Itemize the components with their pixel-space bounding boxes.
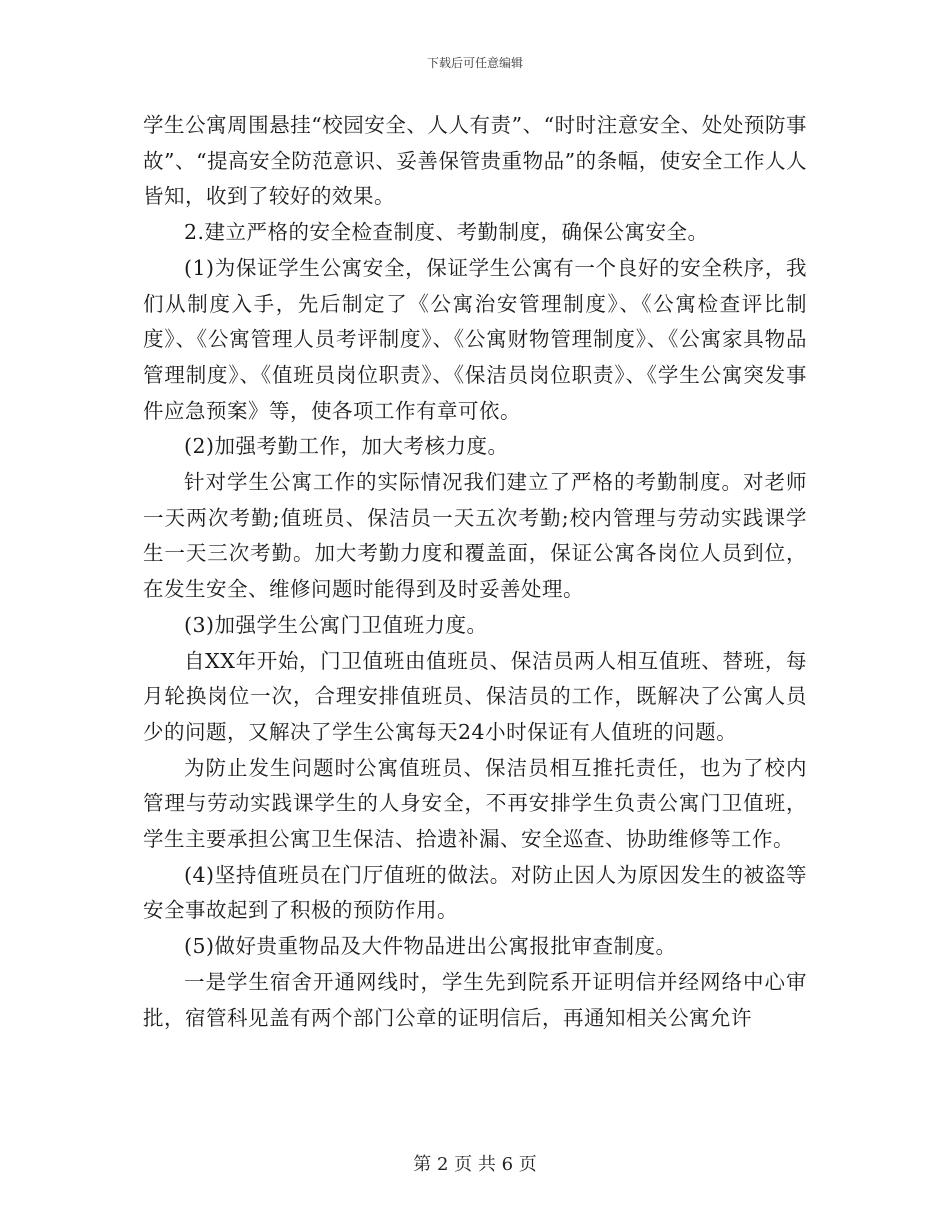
section-heading: 2.建立严格的安全检查制度、考勤制度，确保公寓安全。 <box>184 220 709 245</box>
paragraph: (4)坚持值班员在门厅值班的做法。对防止因人为原因发生的被盗等安全事故起到了积极的预防作用。 <box>143 862 807 923</box>
page-number: 第 2 页 共 6 页 <box>413 1154 537 1175</box>
paragraph: (1)为保证学生公寓安全，保证学生公寓有一个良好的安全秩序，我们从制度入手，先后制定了《公寓治安管理制度》、《公寓检查评比制度》、《公寓管理人员考评制度》、《公寓财物管理制度》、《公寓家具物品管理制度》、《值班员岗位职责》、《保洁员岗位职责》、《学生公寓突发事件应急预案》等，使各项工作有章可依。 <box>143 255 807 423</box>
paragraph: 学生公寓周围悬挂“校园安全、人人有责”、“时时注意安全、处处预防事故”、“提高安全防范意识、妥善保管贵重物品”的条幅，使安全工作人人皆知，收到了较好的效果。 <box>143 113 807 209</box>
page-header: 下载后可任意编辑 <box>426 56 523 70</box>
document-body <box>143 108 807 1036</box>
subsection-heading: (2)加强考勤工作，加大考核力度。 <box>184 434 509 459</box>
paragraph: 自XX年开始，门卫值班由值班员、保洁员两人相互值班、替班，每月轮换岗位一次，合理安排值班员、保洁员的工作，既解决了公寓人员少的问题，又解决了学生公寓每天24小时保证有人值班的问题。 <box>143 648 807 744</box>
paragraph: 为防止发生问题时公寓值班员、保洁员相互推托责任，也为了校内管理与劳动实践课学生的人身安全，不再安排学生负责公寓门卫值班，学生主要承担公寓卫生保洁、拾遗补漏、安全巡查、协助维修等工作。 <box>143 755 807 852</box>
subsection-heading: (3)加强学生公寓门卫值班力度。 <box>184 612 488 637</box>
subsection-heading: (5)做好贵重物品及大件物品进出公寓报批审查制度。 <box>184 934 677 959</box>
paragraph: 一是学生宿舍开通网线时，学生先到院系开证明信并经网络中心审批，宿管科见盖有两个部门公章的证明信后，再通知相关公寓允许 <box>143 969 807 1030</box>
paragraph: 针对学生公寓工作的实际情况我们建立了严格的考勤制度。对老师一天两次考勤;值班员、保洁员一天五次考勤;校内管理与劳动实践课学生一天三次考勤。加大考勤力度和覆盖面，保证公寓各岗位人员到位，在发生安全、维修问题时能得到及时妥善处理。 <box>143 470 807 602</box>
